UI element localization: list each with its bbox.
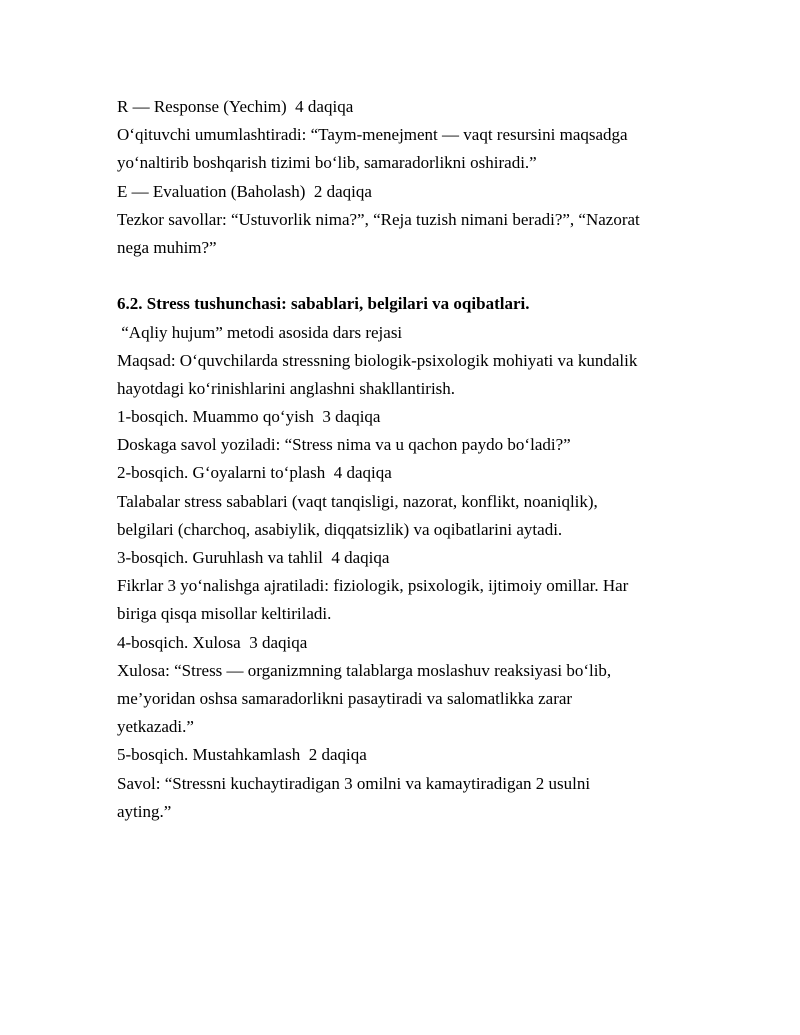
text-line: Tezkor savollar: “Ustuvorlik nima?”, “Reja tuzish nimani beradi?”, “Nazorat (117, 209, 640, 229)
text-line: Talabalar stress sabablari (vaqt tanqisligi, nazorat, konflikt, noaniqlik), (117, 491, 598, 511)
text-line: E — Evaluation (Baholash) 2 daqiqa (117, 181, 372, 201)
text-line: yetkazadi.” (117, 717, 194, 737)
document-page (117, 93, 697, 826)
section-heading: 6.2. Stress tushunchasi: sabablari, belgilari va oqibatlari. (117, 294, 530, 314)
text-line: “Aqliy hujum” metodi asosida dars rejasi (117, 322, 403, 342)
text-line: O‘qituvchi umumlashtiradi: “Taym-menejment — vaqt resursini maqsadga (117, 125, 628, 145)
text-line: Maqsad: O‘quvchilarda stressning biologik-psixologik mohiyati va kundalik (117, 350, 638, 370)
text-line: 2-bosqich. G‘oyalarni to‘plash 4 daqiqa (117, 463, 392, 483)
text-line: Doskaga savol yoziladi: “Stress nima va u qachon paydo bo‘ladi?” (117, 435, 571, 455)
text-line: Xulosa: “Stress — organizmning talablarga moslashuv reaksiyasi bo‘lib, (117, 660, 612, 680)
text-line: nega muhim?” (117, 237, 217, 257)
paragraph-spacer (117, 262, 697, 290)
text-line: Fikrlar 3 yo‘nalishga ajratiladi: fiziologik, psixologik, ijtimoiy omillar. Har (117, 576, 629, 596)
text-line: hayotdagi ko‘rinishlarini anglashni shakllantirish. (117, 378, 456, 398)
text-line: biriga qisqa misollar keltiriladi. (117, 604, 332, 624)
text-line: 1-bosqich. Muammo qo‘yish 3 daqiqa (117, 407, 381, 427)
text-line: 5-bosqich. Mustahkamlash 2 daqiqa (117, 745, 367, 765)
text-line: me’yoridan oshsa samaradorlikni pasaytiradi va salomatlikka zarar (117, 688, 573, 708)
text-line: R — Response (Yechim) 4 daqiqa (117, 97, 354, 116)
text-line: yo‘naltirib boshqarish tizimi bo‘lib, samaradorlikni oshiradi.” (117, 153, 537, 173)
text-line: Savol: “Stressni kuchaytiradigan 3 omilni va kamaytiradigan 2 usulni (117, 773, 591, 793)
text-line: ayting.” (117, 801, 172, 821)
text-line: belgilari (charchoq, asabiylik, diqqatsizlik) va oqibatlarini aytadi. (117, 519, 563, 539)
text-line: 3-bosqich. Guruhlash va tahlil 4 daqiqa (117, 548, 390, 567)
text-line: 4-bosqich. Xulosa 3 daqiqa (117, 632, 308, 652)
